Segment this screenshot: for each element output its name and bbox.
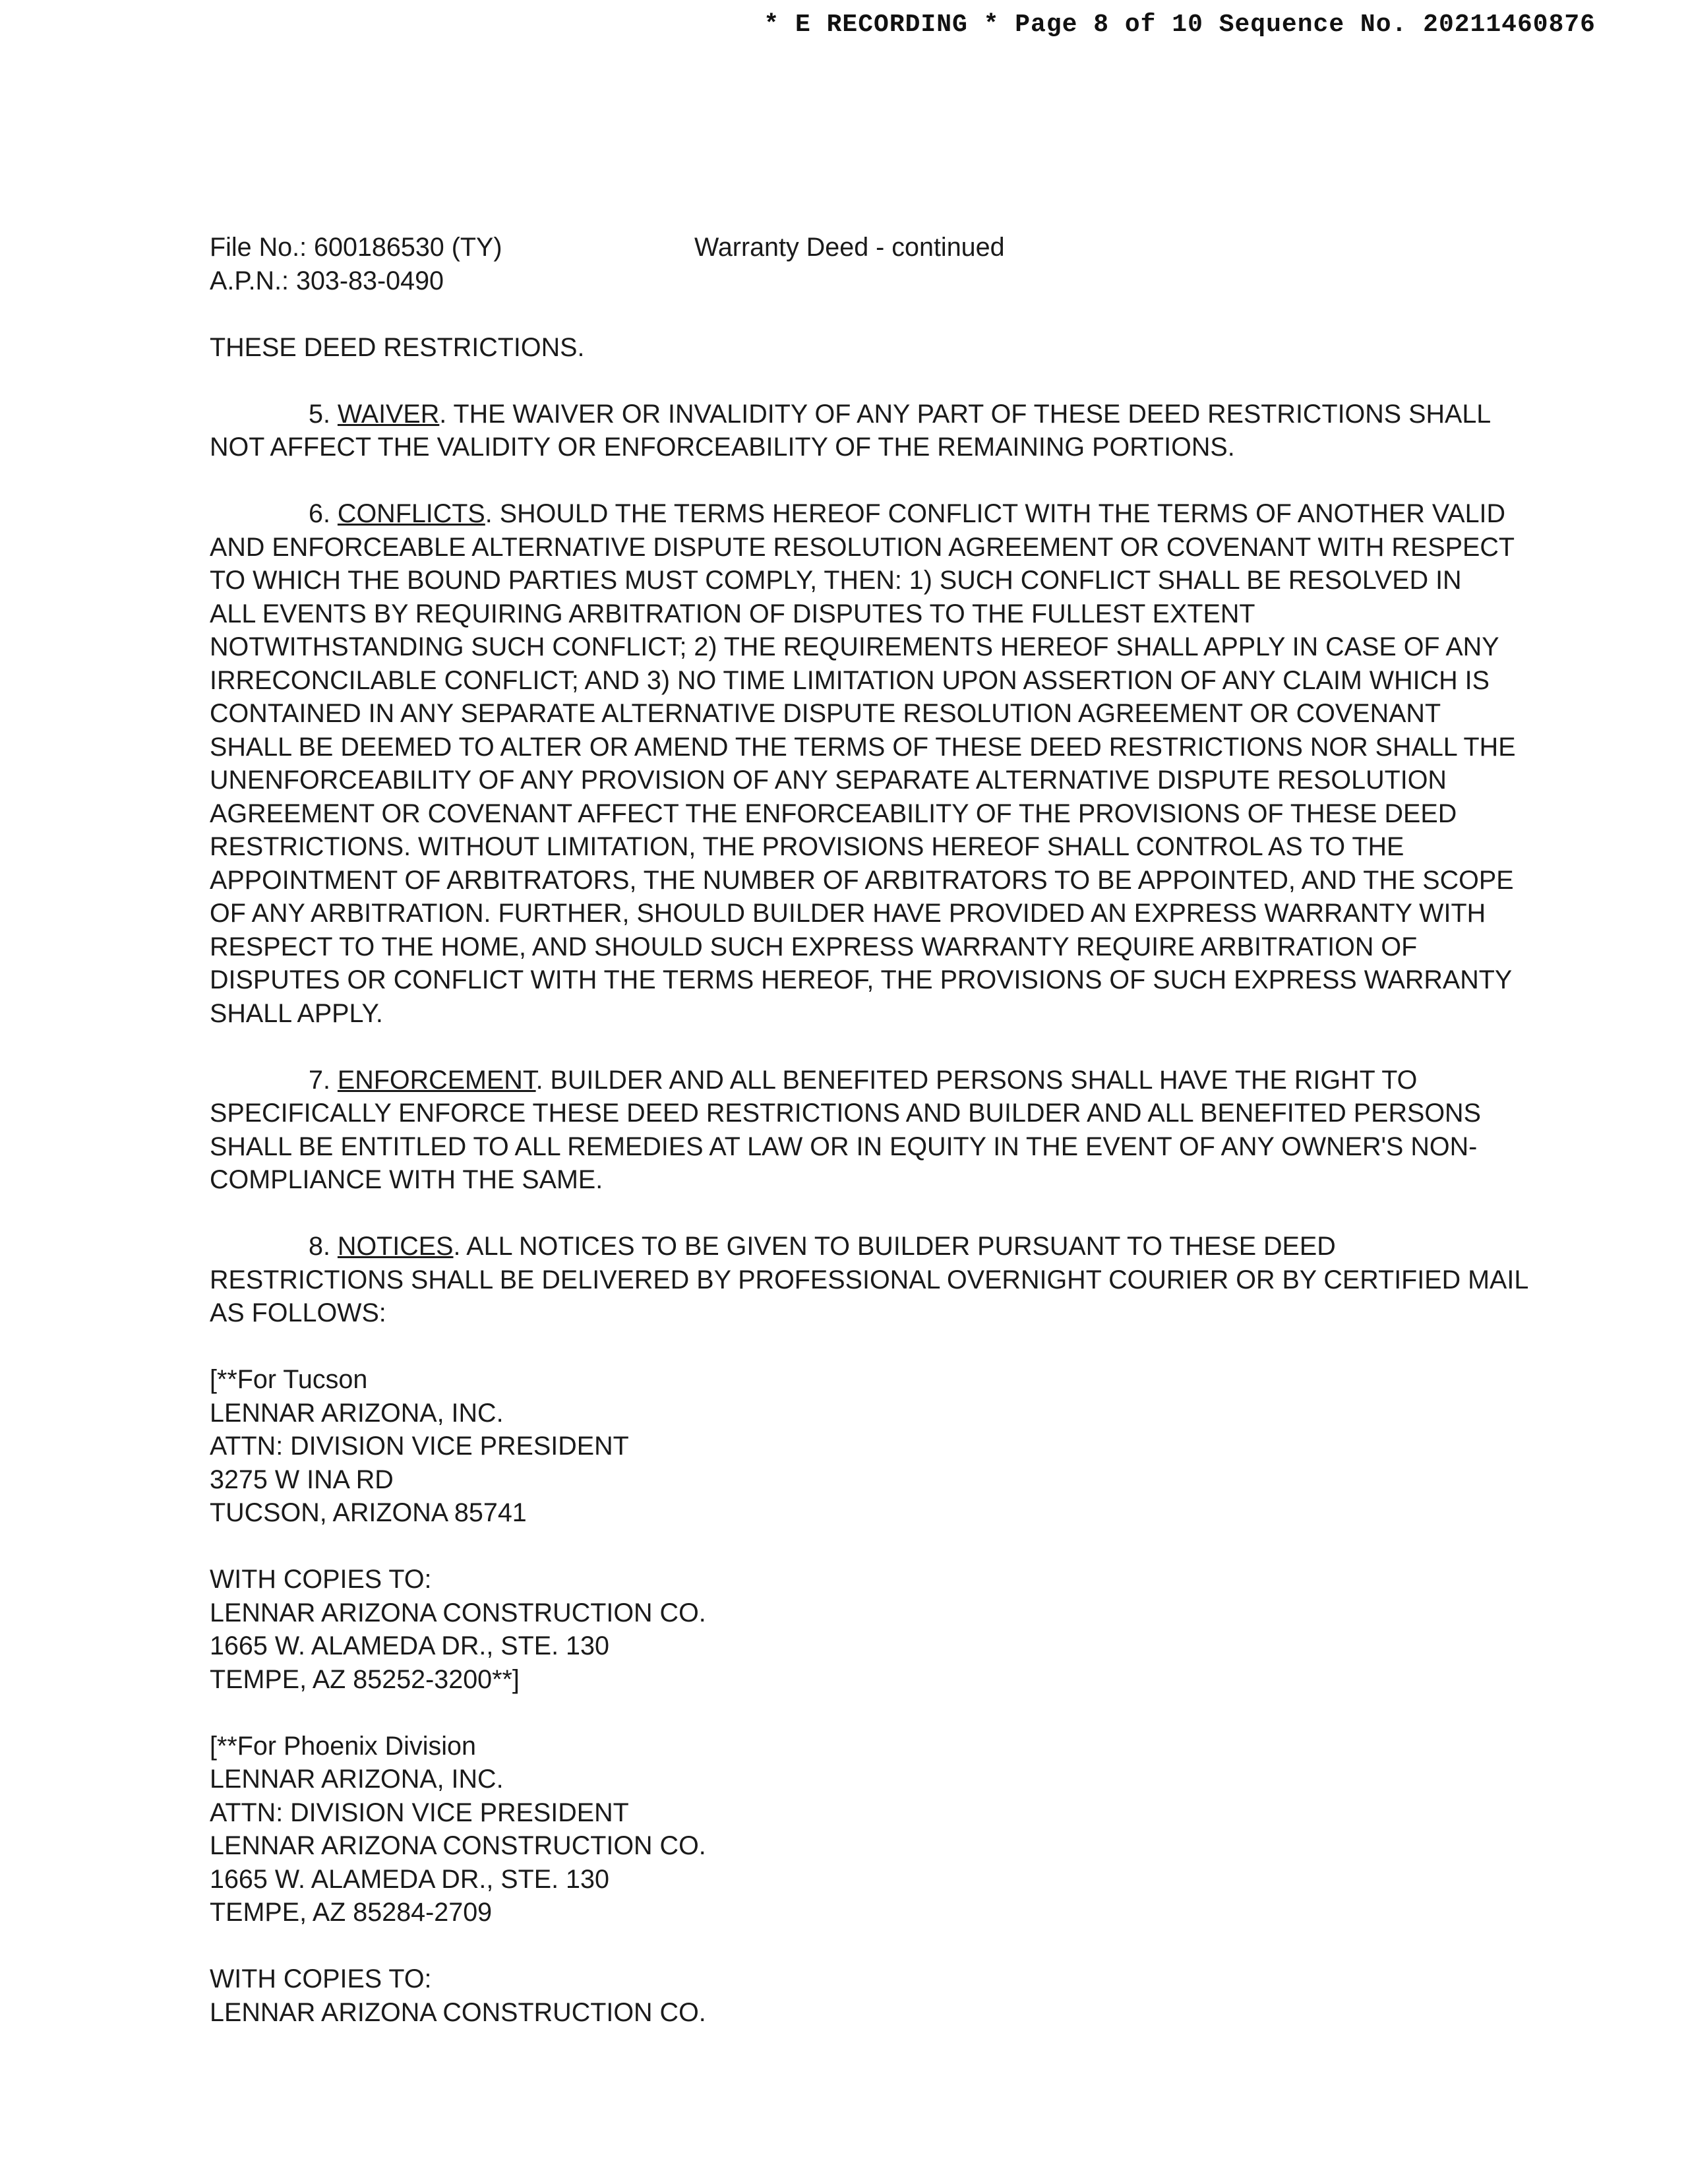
- section-5-heading: WAIVER: [337, 399, 440, 429]
- address-line: ATTN: DIVISION VICE PRESIDENT: [210, 1798, 629, 1827]
- address-line: LENNAR ARIZONA CONSTRUCTION CO.: [210, 1997, 706, 2027]
- address-line: LENNAR ARIZONA, INC.: [210, 1398, 504, 1428]
- section-7-line: . BUILDER AND ALL BENEFITED PERSONS SHALL HAVE THE RIGHT TO: [535, 1065, 1418, 1095]
- address-line: 1665 W. ALAMEDA DR., STE. 130: [210, 1631, 609, 1660]
- file-info: [210, 231, 502, 297]
- section-6-line: ALL EVENTS BY REQUIRING ARBITRATION OF DISPUTES TO THE FULLEST EXTENT: [210, 599, 1255, 628]
- section-6-line: RESTRICTIONS. WITHOUT LIMITATION, THE PROVISIONS HEREOF SHALL CONTROL AS TO THE: [210, 832, 1404, 861]
- tucson-copies-block: [210, 1563, 1495, 1696]
- address-line: ATTN: DIVISION VICE PRESIDENT: [210, 1432, 629, 1461]
- section-7-line: SHALL BE ENTITLED TO ALL REMEDIES AT LAW OR IN EQUITY IN THE EVENT OF ANY OWNER'S NON-: [210, 1132, 1478, 1161]
- section-7-heading: ENFORCEMENT: [337, 1065, 536, 1095]
- section-8-notices: [210, 1230, 1529, 1330]
- section-8-line: AS FOLLOWS:: [210, 1298, 386, 1327]
- section-6-line: OF ANY ARBITRATION. FURTHER, SHOULD BUILDER HAVE PROVIDED AN EXPRESS WARRANTY WITH: [210, 899, 1486, 928]
- document-header: [210, 231, 1495, 297]
- tucson-address-block: [210, 1363, 1495, 1530]
- address-line: TEMPE, AZ 85252-3200**]: [210, 1664, 520, 1694]
- address-line: [**For Tucson: [210, 1365, 368, 1394]
- section-5-line: NOT AFFECT THE VALIDITY OR ENFORCEABILITY OF THE REMAINING PORTIONS.: [210, 433, 1235, 462]
- section-7-line: SPECIFICALLY ENFORCE THESE DEED RESTRICTIONS AND BUILDER AND ALL BENEFITED PERSONS: [210, 1099, 1481, 1128]
- address-line: 1665 W. ALAMEDA DR., STE. 130: [210, 1864, 609, 1894]
- section-6-line: SHALL APPLY.: [210, 998, 383, 1028]
- section-6-line: CONTAINED IN ANY SEPARATE ALTERNATIVE DISPUTE RESOLUTION AGREEMENT OR COVENANT: [210, 699, 1441, 728]
- section-5-waiver: [210, 398, 1495, 464]
- address-line: TEMPE, AZ 85284-2709: [210, 1898, 493, 1927]
- section-8-heading: NOTICES: [337, 1232, 454, 1261]
- section-6-line: AGREEMENT OR COVENANT AFFECT THE ENFORCEABILITY OF THE PROVISIONS OF THESE DEED: [210, 799, 1457, 828]
- intro-line: THESE DEED RESTRICTIONS.: [210, 332, 585, 362]
- section-6-conflicts: [210, 497, 1516, 1030]
- section-6-line: IRRECONCILABLE CONFLICT; AND 3) NO TIME LIMITATION UPON ASSERTION OF ANY CLAIM WHICH IS: [210, 665, 1490, 695]
- section-8-number: 8.: [309, 1232, 338, 1261]
- file-number: File No.: 600186530 (TY): [210, 233, 502, 262]
- apn-number: A.P.N.: 303-83-0490: [210, 266, 444, 295]
- phoenix-copies-block: [210, 1962, 1495, 2029]
- document-title: Warranty Deed - continued: [694, 233, 1005, 262]
- section-7-enforcement: [210, 1064, 1495, 1197]
- address-line: TUCSON, ARIZONA 85741: [210, 1498, 527, 1527]
- section-5-number: 5.: [309, 399, 338, 429]
- section-6-line: NOTWITHSTANDING SUCH CONFLICT; 2) THE REQUIREMENTS HEREOF SHALL APPLY IN CASE OF ANY: [210, 632, 1499, 661]
- section-6-line: RESPECT TO THE HOME, AND SHOULD SUCH EXPRESS WARRANTY REQUIRE ARBITRATION OF: [210, 932, 1418, 961]
- document-page: [210, 231, 1529, 2029]
- section-7-number: 7.: [309, 1065, 338, 1095]
- section-6-line: UNENFORCEABILITY OF ANY PROVISION OF ANY SEPARATE ALTERNATIVE DISPUTE RESOLUTION: [210, 766, 1447, 795]
- address-line: LENNAR ARIZONA CONSTRUCTION CO.: [210, 1831, 706, 1860]
- section-6-line: . SHOULD THE TERMS HEREOF CONFLICT WITH THE TERMS OF ANOTHER VALID: [485, 499, 1506, 528]
- recording-stamp: * E RECORDING * Page 8 of 10 Sequence No. 20211460876: [764, 11, 1596, 39]
- section-6-line: SHALL BE DEEMED TO ALTER OR AMEND THE TERMS OF THESE DEED RESTRICTIONS NOR SHALL THE: [210, 732, 1516, 762]
- section-6-heading: CONFLICTS: [337, 499, 485, 528]
- section-6-line: AND ENFORCEABLE ALTERNATIVE DISPUTE RESOLUTION AGREEMENT OR COVENANT WITH RESPECT: [210, 532, 1515, 562]
- address-line: 3275 W INA RD: [210, 1465, 394, 1494]
- section-6-line: TO WHICH THE BOUND PARTIES MUST COMPLY, THEN: 1) SUCH CONFLICT SHALL BE RESOLVED IN: [210, 566, 1462, 595]
- section-8-line: RESTRICTIONS SHALL BE DELIVERED BY PROFESSIONAL OVERNIGHT COURIER OR BY CERTIFIED MAIL: [210, 1265, 1529, 1294]
- address-line: WITH COPIES TO:: [210, 1565, 432, 1594]
- section-8-line: . ALL NOTICES TO BE GIVEN TO BUILDER PURSUANT TO THESE DEED: [453, 1232, 1336, 1261]
- section-6-number: 6.: [309, 499, 338, 528]
- address-line: LENNAR ARIZONA CONSTRUCTION CO.: [210, 1598, 706, 1627]
- address-line: WITH COPIES TO:: [210, 1964, 432, 1993]
- section-6-line: DISPUTES OR CONFLICT WITH THE TERMS HEREOF, THE PROVISIONS OF SUCH EXPRESS WARRANTY: [210, 965, 1513, 994]
- section-7-line: COMPLIANCE WITH THE SAME.: [210, 1165, 603, 1194]
- address-line: [**For Phoenix Division: [210, 1731, 476, 1761]
- address-line: LENNAR ARIZONA, INC.: [210, 1765, 504, 1794]
- phoenix-address-block: [210, 1730, 1495, 1929]
- section-5-line: . THE WAIVER OR INVALIDITY OF ANY PART OF THESE DEED RESTRICTIONS SHALL: [439, 399, 1492, 429]
- section-6-line: APPOINTMENT OF ARBITRATORS, THE NUMBER OF ARBITRATORS TO BE APPOINTED, AND THE SCOPE: [210, 865, 1514, 895]
